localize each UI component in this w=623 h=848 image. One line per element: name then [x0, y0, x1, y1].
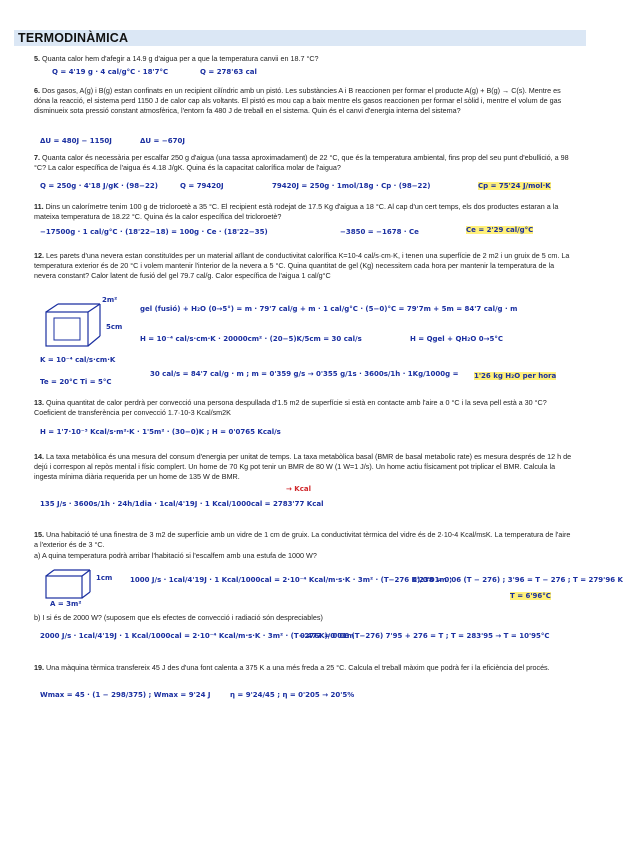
window-diagram	[44, 568, 92, 600]
problem-number: 13.	[34, 398, 44, 407]
problem-12	[34, 251, 574, 282]
problem-13	[34, 398, 574, 418]
problem-number: 7.	[34, 153, 40, 162]
handwritten-note: → Kcal	[286, 485, 311, 493]
problem-number: 14.	[34, 452, 44, 461]
handwritten-result: ΔU = −670J	[140, 137, 185, 145]
handwritten-result: 1'26 kg H₂O per hora	[474, 372, 557, 380]
problem-number: 19.	[34, 663, 44, 672]
page-title: TERMODINÀMICA	[18, 31, 129, 45]
problem-number: 6.	[34, 86, 40, 95]
title-bar	[14, 30, 586, 46]
problem-11	[34, 202, 574, 222]
problem-text: Quina quantitat de calor perdrà per convecció una persona despullada d'1.5 m2 de superfície si està en contacte amb l'aire a 0 °C i la seva pell està a 30 °C? Coeficient de transferència per convecció 1.7·10-3 Kcal/sm2K	[34, 398, 547, 418]
diagram-area-label: A = 3m²	[50, 600, 82, 608]
problem-15	[34, 530, 574, 550]
problem-6	[34, 86, 574, 117]
handwritten-work: 79420J = 250g · 1mol/18g · Cp · (98−22)	[272, 182, 431, 190]
diagram-thickness-label: 5cm	[106, 323, 123, 331]
problem-7	[34, 153, 574, 173]
problem-text: Les parets d'una nevera estan constituïdes per un material aïllant de conductivitat calorífica K=10-4 cal/s·cm·K, i tenen una superfície de 2 m2 i un gruix de 5 cm. La temperatura exterior és de 20 °C i volem mantenir l'interior de la nevera a 5 °C. Quina quantitat de gel (Kg) necessitem cada hora per mantenir la temperatura de la nevera constant? Calor latent de fusió del gel 79.7 cal/g. Calor específica de l'aigua 1 cal/g°C	[34, 251, 570, 281]
problem-number: 15.	[34, 530, 44, 539]
diagram-thickness-label: 1cm	[96, 574, 113, 582]
handwritten-result: Cp = 75'24 J/mol·K	[478, 182, 551, 190]
handwritten-work: 135 J/s · 3600s/1h · 24h/1dia · 1cal/4'19J · 1 Kcal/1000cal = 2783'77 Kcal	[40, 500, 324, 508]
handwritten-result: Q = 278'63 cal	[200, 68, 257, 76]
handwritten-work: Wmax = 45 · (1 − 298/375) ; Wmax = 9'24 J	[40, 691, 211, 699]
problem-text: Quanta calor hem d'afegir a 14.9 g d'aigua per a que la temperatura canvii en 18.7 °C?	[42, 54, 319, 63]
handwritten-work: 0'238 = 0'06 (T − 276) ; 3'96 = T − 276 ; T = 279'96 K	[412, 576, 623, 584]
problem-number: 11.	[34, 202, 44, 211]
handwritten-result: Ce = 2'29 cal/g°C	[466, 226, 534, 234]
handwritten-work: 0'477 = 0'06 (T−276) 7'95 + 276 = T ; T = 283'95 → T = 10'95°C	[300, 632, 550, 640]
handwritten-work: η = 9'24/45 ; η = 0'205 → 20'5%	[230, 691, 355, 699]
handwritten-work: H = 1'7·10⁻³ Kcal/s·m²·K · 1'5m² · (30−0)K ; H = 0'0765 Kcal/s	[40, 428, 281, 436]
handwritten-work: −3850 = −1678 · Ce	[340, 228, 419, 236]
handwritten-work: gel (fusió) + H₂O (0→5°) = m · 79'7 cal/g + m · 1 cal/g°C · (5−0)°C = 79'7m + 5m = 84'7 cal/g · m	[140, 305, 518, 313]
problem-15b-question: b) I si és de 2000 W? (suposem que els efectes de convecció i radiació són despreciables)	[34, 613, 323, 622]
problem-15a-question: a) A quina temperatura podrà arribar l'habitació si l'escalfem amb una estufa de 1000 W?	[34, 551, 317, 560]
problem-text: La taxa metabòlica és una mesura del consum d'energia per unitat de temps. La taxa metabòlica basal (BMR de basal metabolic rate) es mesura després de 12 h de dejú i correspon al repòs mental i físic complert. Un home de 70 Kg pot tenir un BMR de 80 W (1 W=1 J/s). Un home actiu físicament pot triplicar el BMR. Calcula la ingesta mínima diària requerida per un home de 135 W de BMR.	[34, 452, 572, 482]
handwritten-work: ΔU = 480J − 1150J	[40, 137, 112, 145]
diagram-area-label: 2m²	[102, 296, 118, 304]
problem-text: Quanta calor és necessària per escalfar 250 g d'aigua (una tassa aproximadament) de 22 °C, que és la temperatura ambiental, fins prop del seu punt d'ebullició, a 98 °C? La calor específica de l'aigua és 4.18 J/gK. Quina és la capacitat calorífica molar de l'aigua?	[34, 153, 569, 173]
handwritten-work: Q = 250g · 4'18 J/gK · (98−22)	[40, 182, 158, 190]
handwritten-work: H = Qgel + QH₂O 0→5°C	[410, 335, 503, 343]
problem-text: Dins un calorímetre tenim 100 g de tricloroetè a 35 °C. El recipient està rodejat de 17.5 Kg d'aigua a 18 °C. Al cap d'un cert temps, els dos productes estaran a la mateixa temperatura de 18.22 °C. Quina és la calor específica del tricloroetè?	[34, 202, 559, 222]
problem-number: 12.	[34, 251, 44, 260]
problem-number: 5.	[34, 54, 40, 63]
diagram-temps-label: Te = 20°C Ti = 5°C	[40, 378, 112, 386]
handwritten-work: 30 cal/s = 84'7 cal/g · m ; m = 0'359 g/s → 0'355 g/1s · 3600s/1h · 1Kg/1000g =	[150, 370, 459, 378]
handwritten-work: −17500g · 1 cal/g°C · (18'22−18) = 100g · Ce · (18'22−35)	[40, 228, 268, 236]
fridge-wall-diagram	[44, 302, 104, 348]
handwritten-work: 2000 J/s · 1cal/4'19J · 1 Kcal/1000cal = 2·10⁻⁴ Kcal/m·s·K · 3m² · (T−276K)/0'01m	[40, 632, 355, 640]
problem-text: Una habitació té una finestra de 3 m2 de superfície amb un vidre de 1 cm de gruix. La conductivitat tèrmica del vidre és de 2·10-4 Kcal/msK. La temperatura de l'aire a l'exterior és de 3 °C.	[34, 530, 571, 550]
handwritten-work: 1000 J/s · 1cal/4'19J · 1 Kcal/1000cal = 2·10⁻⁴ Kcal/m·s·K · 3m² · (T−276 K)/0'01m ;	[130, 576, 453, 584]
handwritten-work: Q = 79420J	[180, 182, 224, 190]
problem-19	[34, 663, 574, 673]
problem-text: Una màquina tèrmica transfereix 45 J des d'una font calenta a 375 K a una més freda a 25 °C. Calcula el treball màxim que podrà fer i la eficiència del procés.	[46, 663, 550, 672]
handwritten-result: T = 6'96°C	[510, 592, 551, 600]
diagram-k-label: K = 10⁻⁴ cal/s·cm·K	[40, 356, 116, 364]
handwritten-work: H = 10⁻⁴ cal/s·cm·K · 20000cm² · (20−5)K/5cm = 30 cal/s	[140, 335, 362, 343]
problem-text: Dos gasos, A(g) i B(g) estan confinats en un recipient cilíndric amb un pistó. Les substàncies A i B reaccionen per formar el producte A(g) + B(g) → C(s). Mentre es dóna la reacció, el sistema perd 1150 J de calor cap als voltants. El pistó es mou cap a baix mentre els gasos reaccionen per formar el sòlid i, mentre el volum de gas disminueix sota pressió constant atmosfèrica, l'entorn fa 480 J de treball en el sistema. Quin és el canvi d'energia interna del sistema?	[34, 86, 562, 116]
problem-5	[34, 54, 574, 64]
problem-14	[34, 452, 574, 483]
handwritten-work: Q = 4'19 g · 4 cal/g°C · 18'7°C	[52, 68, 169, 76]
